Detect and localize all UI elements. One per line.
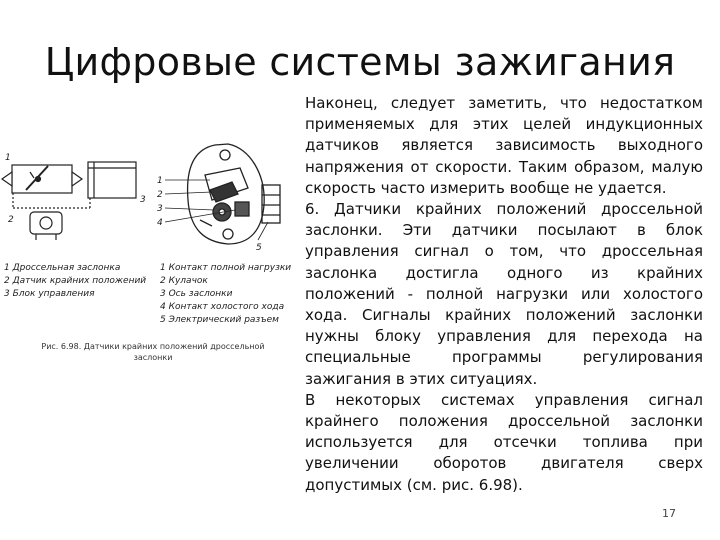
right-legend-item-5: 5 Электрический разъем <box>160 315 279 325</box>
right-legend-item-2: 2 Кулачок <box>160 276 208 286</box>
right-legend-item-3: 3 Ось заслонки <box>160 289 233 299</box>
figure-caption: Рис. 6.98. Датчики крайних положений дроссельной заслонки <box>41 342 265 362</box>
page-number: 17 <box>662 507 676 520</box>
sensor-drawing <box>188 144 280 244</box>
left-legend-item-3: 3 Блок управления <box>4 289 95 299</box>
callout-5-right: 5 <box>256 243 262 253</box>
paragraph-3: В некоторых системах управления сигнал крайнего положения дроссельной заслонки используется для отсечки топлива при увеличении оборотов двигателя сверх допустимых (см. рис. 6.98). <box>305 390 703 494</box>
right-legend-item-4: 4 Контакт холостого хода <box>160 302 285 312</box>
right-legend <box>160 263 291 325</box>
throttle-body-schematic <box>2 162 136 240</box>
callout-1: 1 <box>5 153 11 163</box>
callout-2-right: 2 <box>157 190 163 200</box>
paragraph-2: 6. Датчики крайних положений дроссельной заслонки. Эти датчики посылают в блок управления сигнал о том, что дроссельная заслонка достигла одного из крайних положений - полной нагрузки или холостого хода. Сигналы крайних положений заслонки нужны блоку управления для перехода на специальные программы регулирования зажигания в этих ситуациях. <box>305 200 703 388</box>
callout-3-right: 3 <box>157 204 163 214</box>
callout-3: 3 <box>140 195 146 205</box>
slide-body-text <box>305 93 703 496</box>
paragraph-1: Наконец, следует заметить, что недостатком применяемых для этих целей индукционных датчиков является зависимость выходного напряжения от скорости. Таким образом, малую скорость часто измерить вообще не удается. <box>305 94 703 197</box>
left-legend-item-1: 1 Дроссельная заслонка <box>4 263 121 273</box>
callout-2: 2 <box>8 215 14 225</box>
slide-title: Цифровые системы зажигания <box>44 40 676 84</box>
right-legend-item-1: 1 Контакт полной нагрузки <box>160 263 292 273</box>
left-legend <box>4 263 146 299</box>
callout-4-right: 4 <box>157 218 163 228</box>
left-legend-item-2: 2 Датчик крайних положений <box>4 276 147 286</box>
callout-1-right: 1 <box>157 176 163 186</box>
